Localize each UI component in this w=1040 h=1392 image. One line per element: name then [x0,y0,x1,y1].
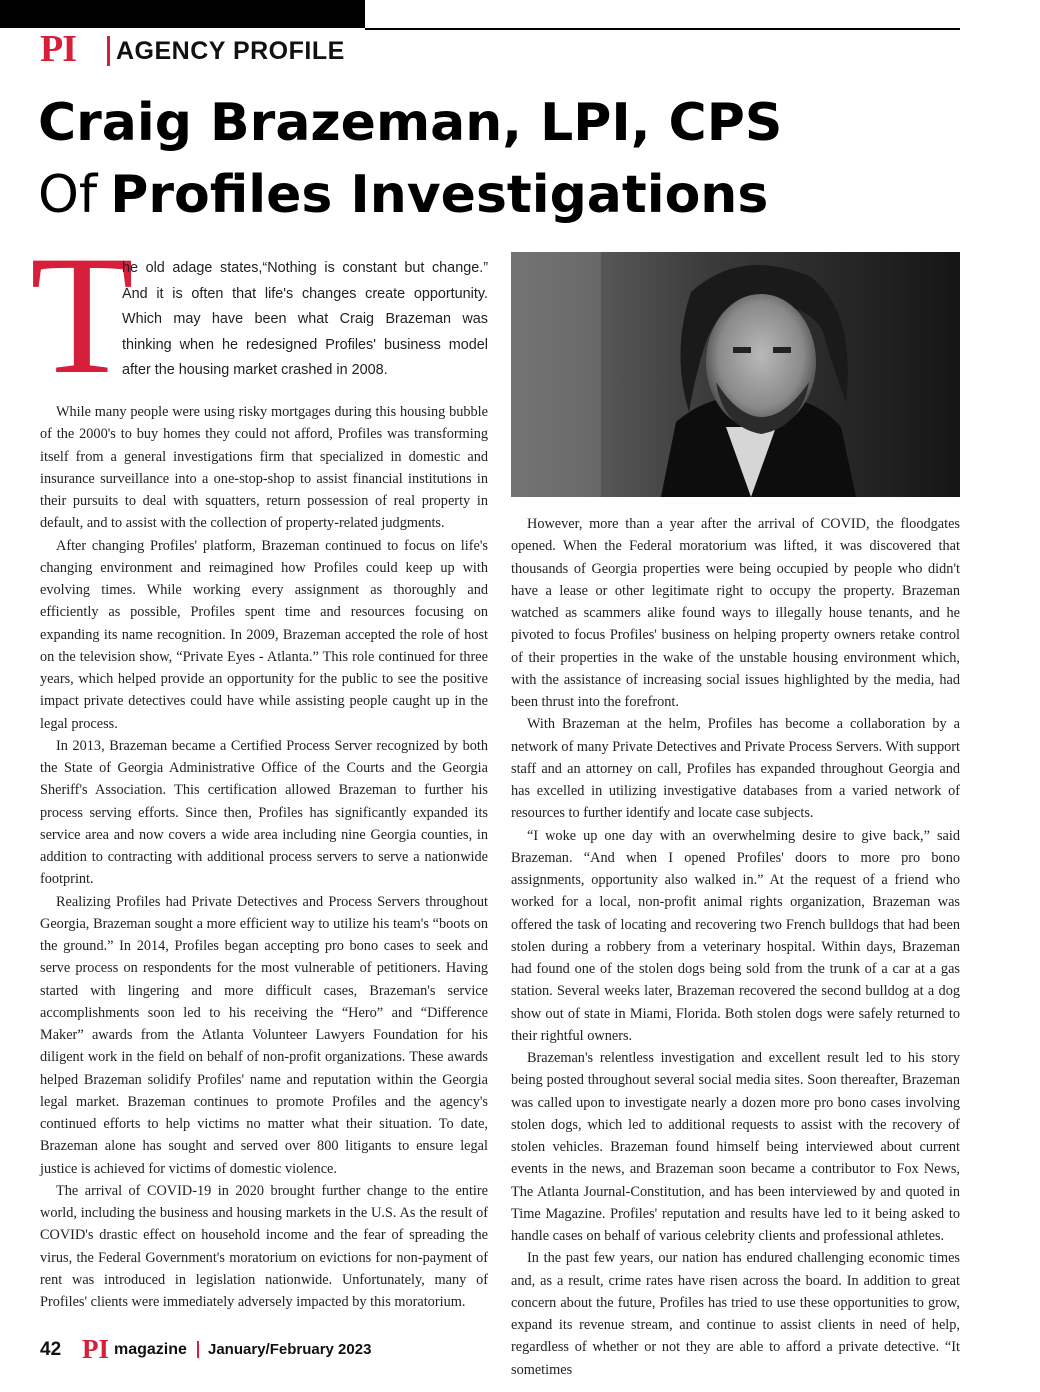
body-paragraph: The arrival of COVID-19 in 2020 brought further change to the entire world, including the business and housing markets in the U.S. As the result of COVID's drastic effect on household income and the fear of spreading the virus, the Federal Government's moratorium on evictions for non-payment of rent was introduced in legislation nationwide. Unfortunately, many of Profiles' clients were immediately adversely impacted by this moratorium. [40,1182,488,1310]
body-column-right [511,513,960,1381]
body-paragraph: In the past few years, our nation has endured challenging economic times and, as a result, crime rates have risen across the board. In addition to great concern about the future, Profiles has tried to use these opportunities to grow, expand its revenue stream, and continue to assist clients in need of help, regardless of whether or not they are able to afford a private detective. “It sometimes [511,1250,960,1378]
body-paragraph: With Brazeman at the helm, Profiles has become a collaboration by a network of many Private Detectives and Private Process Servers. With support staff and an attorney on call, Profiles has expanded throughout Georgia and has excelled in utilizing investigative databases from a varied network of resources to further identify and locate case subjects. [511,716,961,822]
pi-logo: PI [40,28,76,70]
section-label: AGENCY PROFILE [116,37,345,65]
body-paragraph: Brazeman's relentless investigation and excellent result led to his story being posted throughout several social media sites. Soon thereafter, Brazeman was called upon to investigate nearly a dozen more pro bono cases involving stolen dogs, which led to additional requests to assist with the recovery of stolen vehicles. Brazeman found himself being interviewed about current events in the news, and Brazeman soon became a contributor to Fox News, The Atlanta Journal-Constitution, and has been interviewed by and quoted in Time Magazine. Profiles' reputation and results have led to it being asked to handle cases on behalf of various celebrity clients and professional athletes. [511,1050,960,1244]
body-paragraph: After changing Profiles' platform, Brazeman continued to focus on life's changing environment and reimagined how Profiles could keep up with evolving times. While working every assignment as thoroughly and efficiently as possible, Profiles spent time and resources focusing on expanding its name recognition. In 2009, Brazeman accepted the role of host on the television show, “Private Eyes - Atlanta.” This role continued for three years, which helped provide an opportunity for the public to see the positive impact private detectives could have while assisting people caught up in the legal process. [40,537,488,732]
drop-cap: T [30,221,134,409]
subtitle-of: Of [38,165,98,225]
page-number: 42 [40,1339,62,1360]
portrait-image [511,252,960,497]
body-paragraph: However, more than a year after the arrival of COVID, the floodgates opened. When the Federal moratorium was lifted, it was discovered that thousands of Georgia properties were being occupied by people who didn't have a lease or other legitimate right to occupy the property. Brazeman watched as scammers alike found ways to illegally house tenants, and he pivoted to focus Profiles' business on helping property owners retake control of their properties in the wake of the unstable housing environment which, with the assistance of increasing social issues highlighted by the media, had been thrust into the forefront. [511,516,960,710]
footer-magazine-name: magazine [114,1341,187,1358]
body-column-left [40,401,488,1313]
body-paragraph: In 2013, Brazeman became a Certified Process Server recognized by both the State of Georgia Administrative Office of the Courts and the Georgia Sheriff's Association. This certification allowed Brazeman to further his process serving efforts. Since then, Profiles has significantly expanded its service area and now covers a wide area including nine Georgia counties, in addition to contracting with additional process servers to serve a nationwide footprint. [40,737,488,888]
intro-paragraph: he old adage states,“Nothing is constant but change.” And it is often that life's changes create opportunity. Which may have been what Craig Brazeman was thinking when he redesigned Profiles' business model after the housing market crashed in 2008. [122,260,488,379]
header-divider [107,36,110,66]
footer-issue-date: January/February 2023 [208,1341,372,1358]
footer-divider [197,1341,199,1358]
body-paragraph: Realizing Profiles had Private Detectives and Process Servers throughout Georgia, Brazeman sought a more efficient way to utilize his team's “boots on the ground.” In 2014, Profiles began accepting pro bono cases to seek and serve process on respondents for the most vulnerable of petitioners. Having started with lingering and more difficult cases, Brazeman's service accomplishments soon led to his receiving the “Hero” and “Difference Maker” awards from the Atlanta Volunteer Lawyers Foundation for his diligent work in the field on behalf of non-profit organizations. These awards helped Brazeman solidify Profiles' name and reputation within the Georgia legal market. Brazeman continues to promote Profiles and the agency's continued efforts to help victims no matter what their situation. To date, Brazeman alone has sought and served over 800 litigants to ensure legal justice is achieved for victims of domestic violence. [40,893,488,1177]
portrait-photo [511,252,960,497]
body-paragraph: “I woke up one day with an overwhelming desire to give back,” said Brazeman. “And when I opened Profiles' doors to more pro bono assignments, opportunity also walked in.” At the request of a friend who worked for a local, non-profit animal rights organization, Brazeman was offered the task of locating and recovering two French bulldogs that had been stolen during a robbery from a veterinary hospital. Within days, Brazeman had found one of the stolen dogs being sold from the trunk of a car at a gas station. Several weeks later, Brazeman recovered the second bulldog at a dog show out of state in Miami, Florida. Both stolen dogs were safely returned to their rightful owners. [511,827,960,1044]
article-subtitle [38,160,768,231]
subtitle-organization: Profiles Investigations [110,165,769,225]
body-paragraph: While many people were using risky mortgages during this housing bubble of the 2000's to buy homes they could not afford, Profiles was transforming itself from a general investigations firm that specialized in domestic and insurance surveillance into a one-stop-shop to assist financial institutions in their pursuits to deal with squatters, return possession of real property in default, and to assist with the collection of property-related judgments. [40,404,488,532]
article-title: Craig Brazeman, LPI, CPS [38,93,783,153]
header-black-bar [0,0,365,28]
header-rule [365,28,960,30]
footer-pi-logo: PI [82,1334,109,1364]
